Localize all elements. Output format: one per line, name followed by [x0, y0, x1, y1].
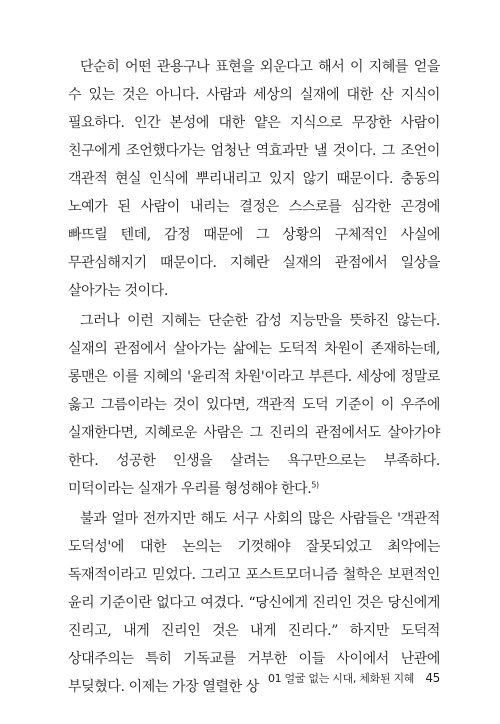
paragraph-1: [68, 53, 440, 305]
body-text: [68, 53, 440, 701]
footnote-reference: 5): [311, 480, 319, 490]
paragraph-3-text: 불과 얼마 전까지만 해도 서구 사회의 많은 사람들은 '객관적 도덕성'에 대한 논의는 기껏해야 잘못되었고 최악에는 독재적이라고 믿었다. 그리고 포스트모더니즘 철학은 보편적인 윤리 기준이란 없다고 여겼다. “당신에게 진리인 것은 당신에게 진리고, 내게 진리인 것은 내게 진리다.” 하지만 도덕적 상대주의는 특히 기독교를 거부한 이들 사이에서 난관에 부딪혔다. 이제는 가장 열렬한 상: [68, 511, 440, 695]
paragraph-2: [68, 307, 440, 503]
page-footer: [268, 670, 440, 686]
paragraph-1-text: 단순히 어떤 관용구나 표현을 외운다고 해서 이 지혜를 얻을 수 있는 것은 아니다. 사람과 세상의 실재에 대한 산 지식이 필요하다. 인간 본성에 대한 얕은 지식으로 무장한 사람이 친구에게 조언했다가는 엄청난 역효과만 낼 것이다. 그 조언이 객관적 현실 인식에 뿌리내리고 있지 않기 때문이다. 충동의 노예가 된 사람이 내리는 결정은 스스로를 심각한 곤경에 빠뜨릴 텐데, 감정 때문에 그 상황의 구체적인 사실에 무관심해지기 때문이다. 지혜란 실재의 관점에서 일상을 살아가는 것이다.: [68, 59, 440, 299]
running-head: 01 얼굴 없는 시대, 체화된 지혜: [267, 672, 415, 685]
paragraph-2-text: 그러나 이런 지혜는 단순한 감성 지능만을 뜻하진 않는다. 실재의 관점에서 살아가는 삶에는 도덕적 차원이 존재하는데, 롱맨은 이를 지혜의 '윤리적 차원'이라고 부른다. 세상에 정말로 옳고 그름이라는 것이 있다면, 객관적 도덕 기준이 이 우주에 실재한다면, 지혜로운 사람은 그 진리의 관점에서도 살아가야 한다. 성공한 인생을 살려는 욕구만으로는 부족하다. 미덕이라는 실재가 우리를 형성해야 한다.: [68, 313, 440, 497]
page-number: 45: [425, 671, 440, 685]
